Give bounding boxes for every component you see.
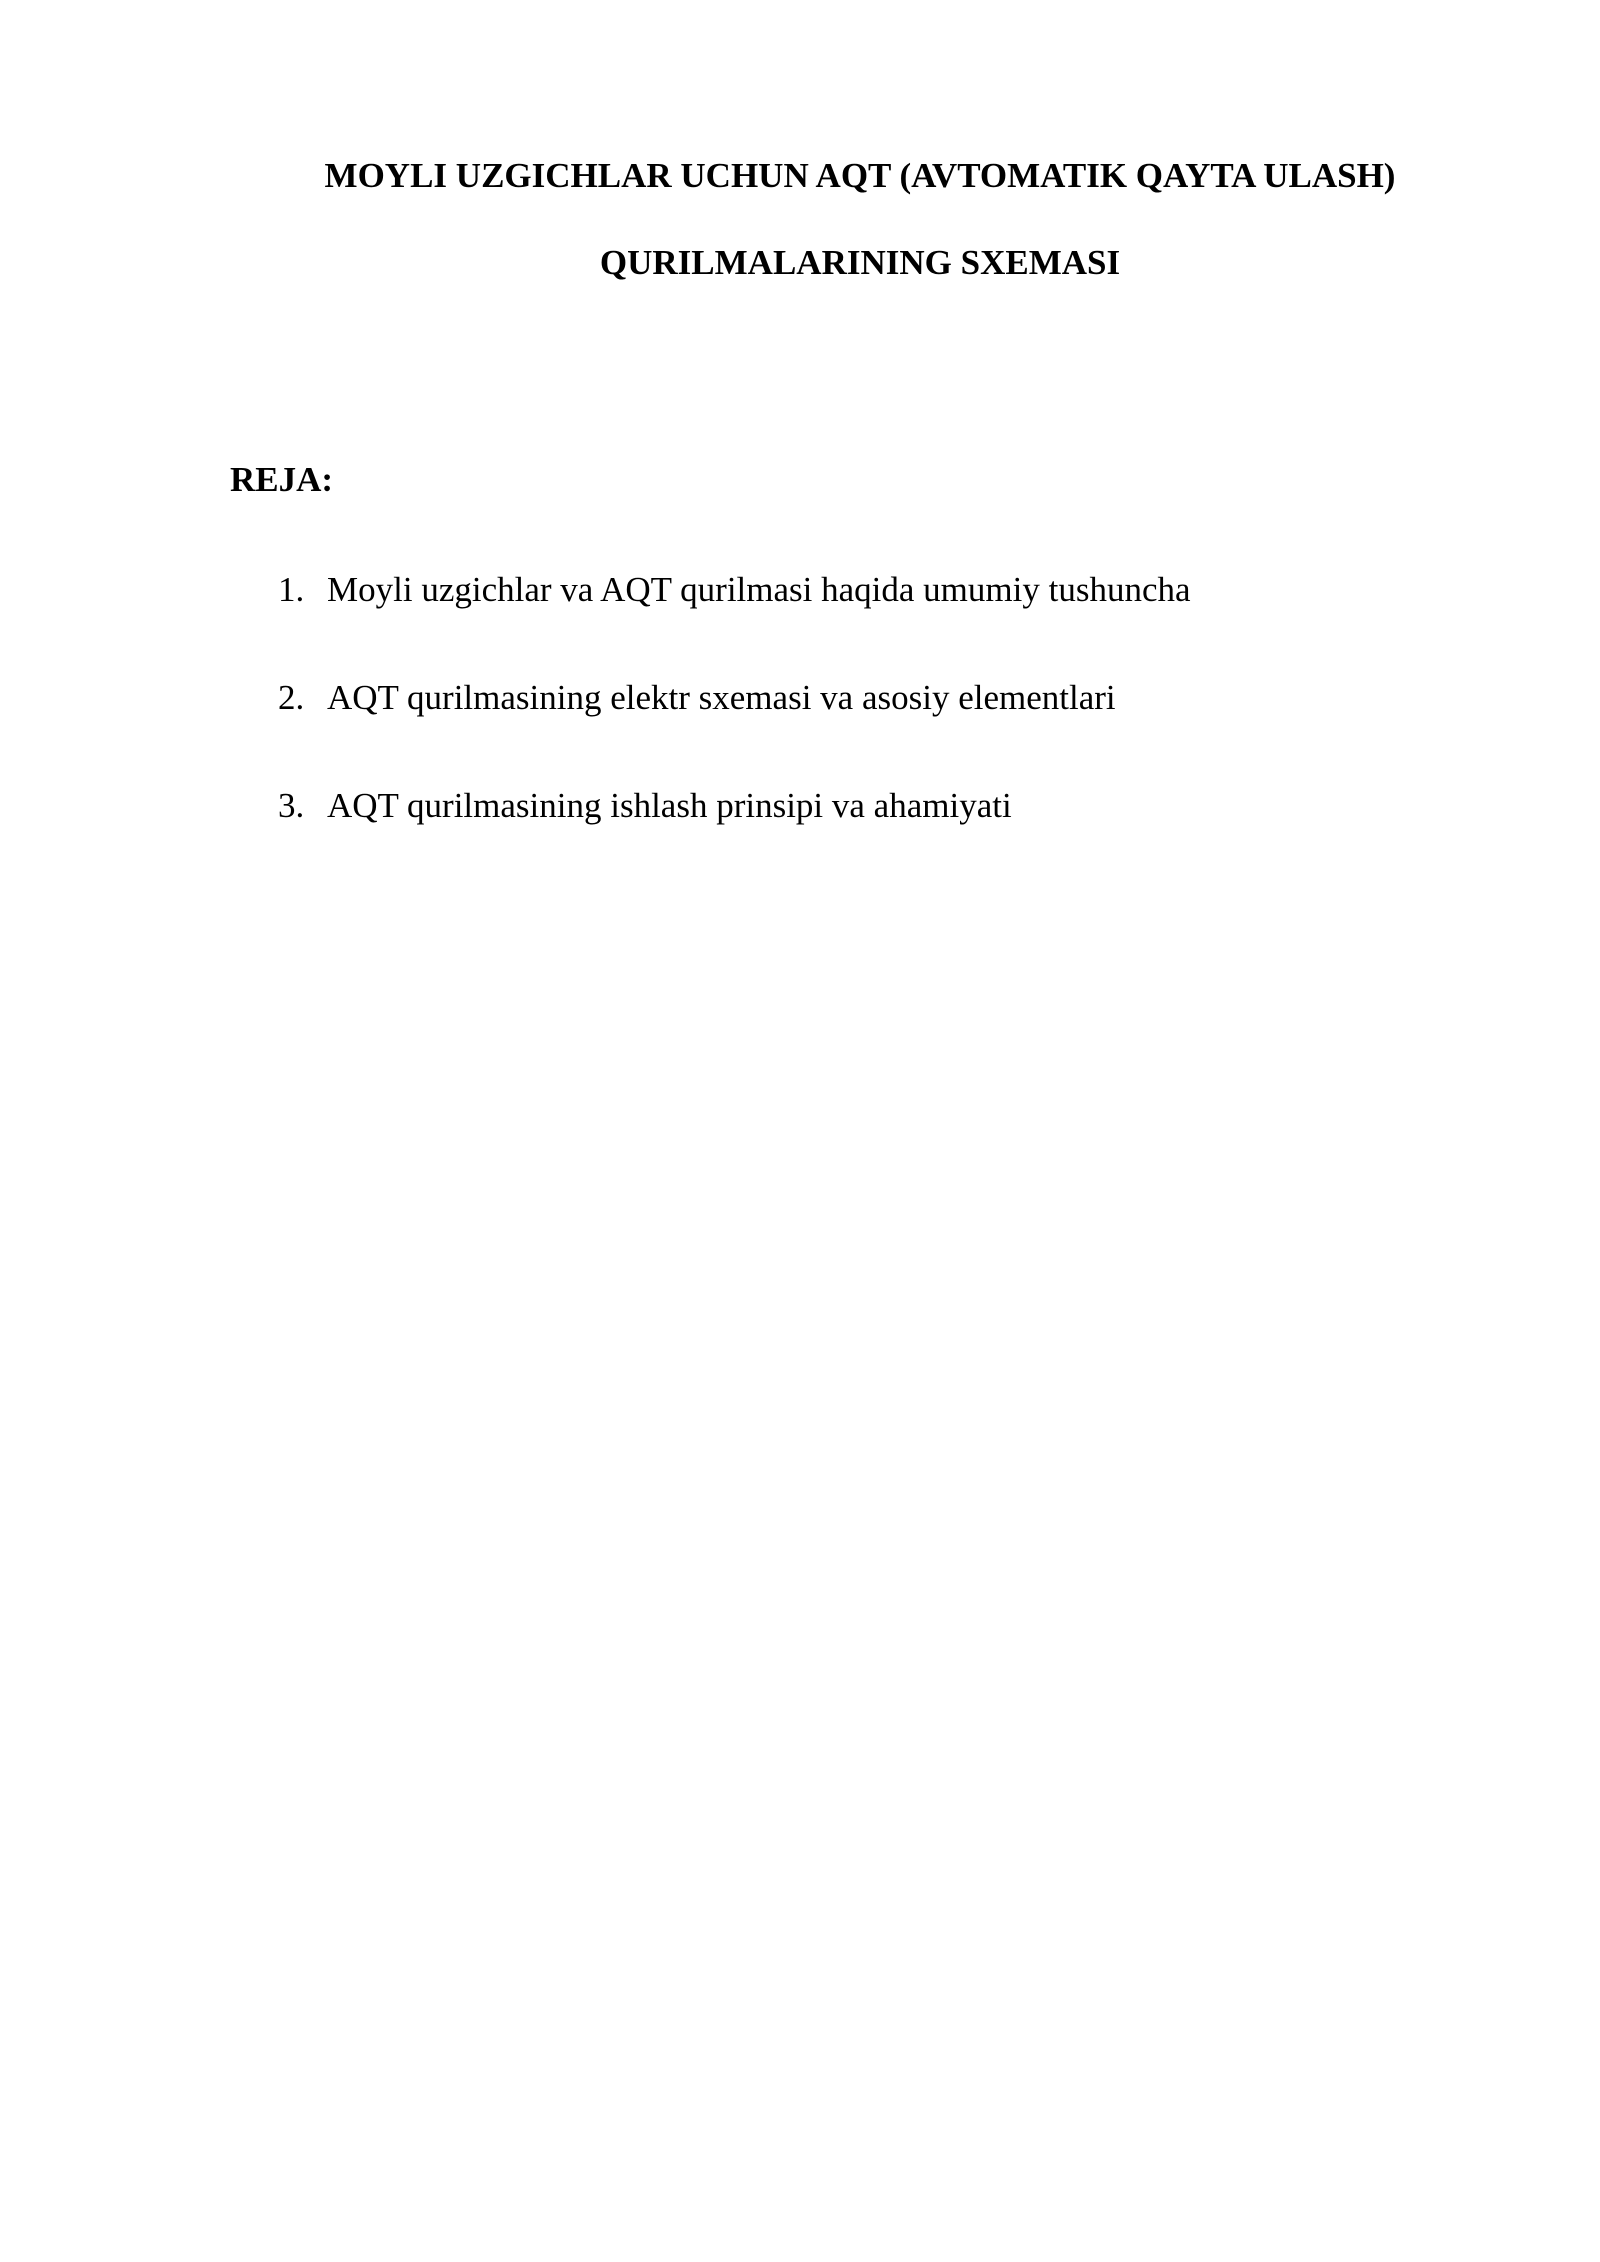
document-title-line-2: QURILMALARINING SXEMASI (599, 243, 1121, 282)
plan-heading: REJA: (230, 460, 334, 499)
plan-item-text: AQT qurilmasining ishlash prinsipi va ahamiyati (327, 786, 1012, 825)
plan-item-text: AQT qurilmasining elektr sxemasi va asosiy elementlari (327, 678, 1116, 717)
plan-item-number: 2. (278, 678, 305, 717)
plan-item-number: 1. (278, 570, 305, 609)
plan-item-number: 3. (278, 786, 305, 825)
document-title-line-1: MOYLI UZGICHLAR UCHUN AQT (AVTOMATIK QAYTA ULASH) (324, 156, 1396, 195)
plan-item-text: Moyli uzgichlar va AQT qurilmasi haqida umumiy tushuncha (327, 570, 1191, 609)
